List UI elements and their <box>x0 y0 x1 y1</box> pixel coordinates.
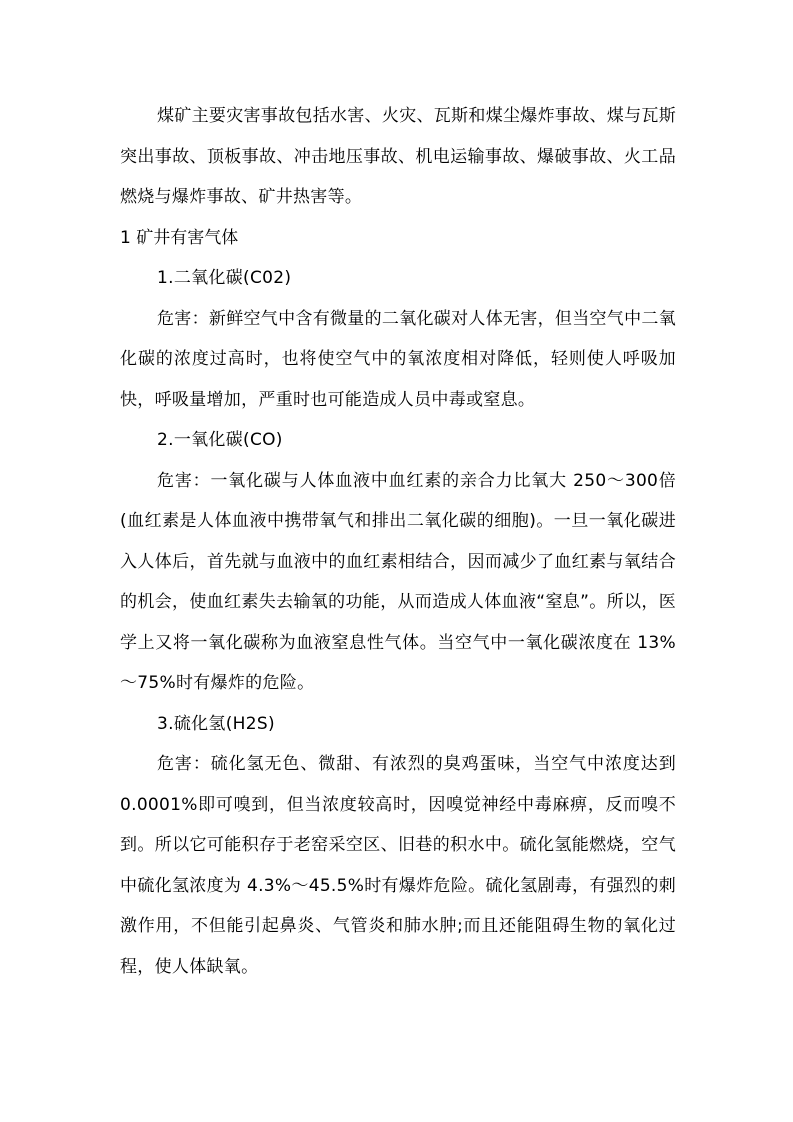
intro-paragraph: 煤矿主要灾害事故包括水害、火灾、瓦斯和煤尘爆炸事故、煤与瓦斯突出事故、顶板事故、冲击地压事故、机电运输事故、爆破事故、火工品燃烧与爆炸事故、矿井热害等。 <box>120 106 676 207</box>
item-body-co: 危害：一氧化碳与人体血液中血红素的亲合力比氧大 250～300倍(血红素是人体血液中携带氧气和排出二氧化碳的细胞)。一旦一氧化碳进入人体后，首先就与血液中的血红素相结合，因而减少了血红素与氧结合的机会，使血红素失去输氧的功能，从而造成人体血液“窒息”。所以，医学上又将一氧化碳称为血液窒息性气体。当空气中一氧化碳浓度在 13%～75%时有爆炸的危险。 <box>120 470 676 693</box>
section-heading: 1 矿井有害气体 <box>120 227 239 248</box>
item-body-h2s: 危害：硫化氢无色、微甜、有浓烈的臭鸡蛋味，当空气中浓度达到 0.0001%即可嗅到，但当浓度较高时，因嗅觉神经中毒麻痹，反而嗅不到。所以它可能积存于老窑采空区、旧巷的积水中。硫化氢能燃烧，空气中硫化氢浓度为 4.3%～45.5%时有爆炸危险。硫化氢剧毒，有强烈的刺激作用，不但能引起鼻炎、气管炎和肺水肿;而且还能阻碍生物的氧化过程，使人体缺氧。 <box>120 754 676 977</box>
item-body-co2: 危害：新鲜空气中含有微量的二氧化碳对人体无害，但当空气中二氧化碳的浓度过高时，也将使空气中的氧浓度相对降低，轻则使人呼吸加快，呼吸量增加，严重时也可能造成人员中毒或窒息。 <box>120 308 676 410</box>
document-body <box>120 96 676 987</box>
item-title-co2: 1.二氧化碳(C02) <box>157 268 292 288</box>
item-title-h2s: 3.硫化氢(H2S) <box>157 713 275 734</box>
item-title-co: 2.一氧化碳(CO) <box>157 430 283 450</box>
